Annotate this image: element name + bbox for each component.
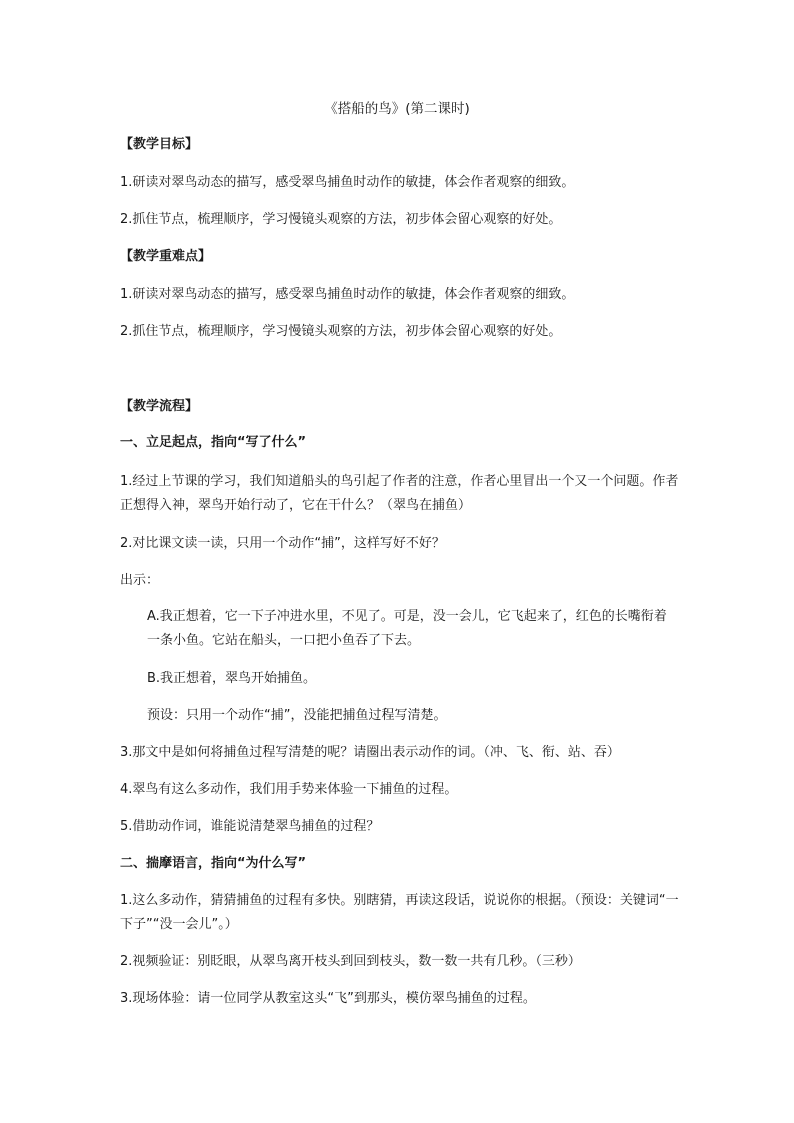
- part-two-heading: 二、揣摩语言，指向“为什么写”: [120, 856, 307, 871]
- part-two-item-2: 2.视频验证：别眨眼，从翠鸟离开枝头到回到枝头，数一数一共有几秒。（三秒）: [120, 954, 581, 969]
- option-a: A.我正想着，它一下子冲进水里，不见了。可是，没一会儿，它飞起来了，红色的长嘴衔着一条小鱼。它站在船头，一口把小鱼吞了下去。: [147, 609, 667, 648]
- part-one-item-3: 3.那文中是如何将捕鱼过程写清楚的呢？请圈出表示动作的词。（冲、飞、衔、站、吞）: [120, 745, 620, 760]
- part-one-item-2: 2.对比课文读一读，只用一个动作“捕”，这样写好不好？: [120, 536, 445, 551]
- goal-item-1: 1.研读对翠鸟动态的描写，感受翠鸟捕鱼时动作的敏捷，体会作者观察的细致。: [120, 175, 575, 190]
- part-one-item-4: 4.翠鸟有这么多动作，我们用手势来体验一下捕鱼的过程。: [120, 782, 458, 797]
- process-heading: 【教学流程】: [120, 399, 199, 414]
- document-title: 《搭船的鸟》(第二课时): [324, 101, 470, 117]
- goal-item-2: 2.抓住节点，梳理顺序，学习慢镜头观察的方法，初步体会留心观察的好处。: [120, 212, 562, 227]
- part-two-item-1: 1.这么多动作，猜猜捕鱼的过程有多快。别瞎猜，再读这段话，说说你的根据。（预设：关键词“一下子”“没一会儿”。）: [120, 893, 679, 932]
- key-point-item-2: 2.抓住节点，梳理顺序，学习慢镜头观察的方法，初步体会留心观察的好处。: [120, 324, 562, 339]
- key-point-item-1: 1.研读对翠鸟动态的描写，感受翠鸟捕鱼时动作的敏捷，体会作者观察的细致。: [120, 287, 575, 302]
- part-one-item-1: 1.经过上节课的学习，我们知道船头的鸟引起了作者的注意，作者心里冒出一个又一个问题。作者正想得入神，翠鸟开始行动了，它在干什么？（翠鸟在捕鱼）: [120, 474, 679, 513]
- key-points-heading: 【教学重难点】: [120, 249, 212, 264]
- preset-note: 预设：只用一个动作“捕”，没能把捕鱼过程写清楚。: [147, 708, 447, 723]
- show-label: 出示：: [120, 573, 160, 588]
- part-two-item-3: 3.现场体验：请一位同学从教室这头“飞”到那头，模仿翠鸟捕鱼的过程。: [120, 991, 536, 1006]
- goals-heading: 【教学目标】: [120, 137, 199, 152]
- part-one-heading: 一、立足起点，指向“写了什么”: [120, 435, 307, 450]
- option-b: B.我正想着，翠鸟开始捕鱼。: [147, 671, 317, 686]
- part-one-item-5: 5.借助动作词，谁能说清楚翠鸟捕鱼的过程？: [120, 819, 380, 834]
